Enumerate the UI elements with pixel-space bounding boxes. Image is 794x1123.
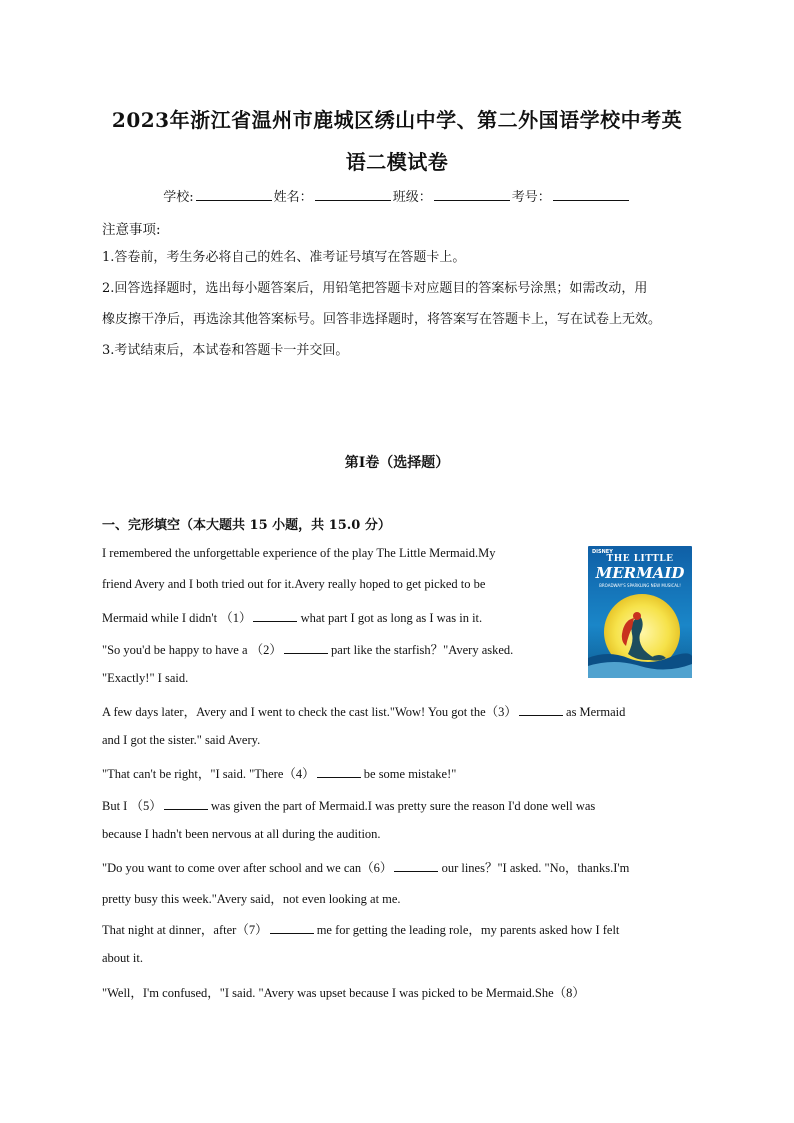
- exam-title-line2: 语二模试卷: [345, 150, 449, 174]
- passage-line: [102, 671, 188, 686]
- passage-line: [102, 858, 629, 876]
- passage-line: [102, 920, 619, 938]
- number-blank: [553, 187, 629, 201]
- passage-line: [102, 764, 456, 782]
- name-blank: [315, 187, 391, 201]
- passage-line: [102, 827, 381, 842]
- section-title: 第Ⅰ卷（选择题）: [344, 455, 450, 471]
- passage-line: [102, 702, 625, 720]
- answer-blank: [519, 703, 563, 716]
- passage-text: Mermaid while I didn't （1）: [102, 611, 252, 625]
- answer-blank: [317, 765, 361, 778]
- passage-line: [102, 796, 595, 814]
- passage-line: [102, 546, 495, 561]
- little-mermaid-poster: [588, 546, 692, 678]
- passage-text: because I hadn't been nervous at all during the audition.: [102, 827, 381, 841]
- passage-text: "Do you want to come over after school and we can（6）: [102, 861, 393, 875]
- passage-line: [102, 733, 260, 748]
- exam-title-line1: 2023年浙江省温州市鹿城区绣山中学、第二外国语学校中考英: [111, 108, 683, 132]
- notice-item-2a: 2.回答选择题时，选出每小题答案后，用铅笔把答题卡对应题目的答案标号涂黑；如需改动，用: [102, 281, 648, 296]
- answer-blank: [253, 609, 297, 622]
- passage-text: pretty busy this week."Avery said，not even looking at me.: [102, 892, 401, 906]
- passage-text: That night at dinner，after（7）: [102, 923, 268, 937]
- notice-heading: 注意事项:: [102, 222, 161, 238]
- passage-line: [102, 983, 585, 1001]
- passage-text: as Mermaid: [566, 705, 626, 719]
- passage-text: was given the part of Mermaid.I was pretty sure the reason I'd done well was: [210, 799, 596, 813]
- passage-line: [102, 951, 143, 966]
- class-blank: [434, 187, 510, 201]
- student-info-line: [0, 186, 794, 205]
- passage-text: friend Avery and I both tried out for it.Avery really hoped to get picked to be: [102, 577, 486, 591]
- school-blank: [196, 187, 272, 201]
- passage-text: me for getting the leading role，my parents asked how I felt: [316, 923, 620, 937]
- poster-title-line2: MERMAID: [595, 564, 685, 582]
- school-label: 学校:: [163, 190, 194, 205]
- poster-title-line1: THE LITTLE: [606, 554, 674, 564]
- class-label: 班级：: [392, 190, 432, 205]
- passage-text: "Exactly!" I said.: [102, 671, 189, 685]
- passage-line: [102, 889, 401, 907]
- number-label: 考号：: [511, 190, 551, 205]
- passage-text: about it.: [102, 951, 143, 965]
- poster-tagline: BROADWAY'S SPARKLING NEW MUSICAL!: [599, 583, 681, 588]
- answer-blank: [394, 859, 438, 872]
- passage-line: [102, 640, 513, 658]
- passage-text: But I （5）: [102, 799, 162, 813]
- notice-item-2b: 橡皮擦干净后，再选涂其他答案标号。回答非选择题时，将答案写在答题卡上，写在试卷上无效。: [102, 312, 662, 327]
- answer-blank: [270, 921, 314, 934]
- passage-text: A few days later，Avery and I went to check the cast list."Wow! You got the（3）: [102, 705, 517, 719]
- passage-text: our lines？"I asked. "No，thanks.I'm: [441, 861, 630, 875]
- poster-corner-text: DISNEY: [592, 549, 613, 555]
- passage-text: "That can't be right，"I said. "There（4）: [102, 767, 315, 781]
- passage-text: be some mistake!": [363, 767, 457, 781]
- part-title: 一、完形填空（本大题共 15 小题，共 15.0 分）: [102, 518, 391, 533]
- name-label: 姓名：: [273, 190, 313, 205]
- passage-line: [102, 577, 485, 592]
- answer-blank: [284, 641, 328, 654]
- notice-item-1: 1.答卷前，考生务必将自己的姓名、准考证号填写在答题卡上。: [102, 250, 466, 265]
- passage-text: and I got the sister." said Avery.: [102, 733, 261, 747]
- answer-blank: [164, 797, 208, 810]
- passage-text: part like the starfish？"Avery asked.: [331, 643, 514, 657]
- passage-text: I remembered the unforgettable experience of the play The Little Mermaid.My: [102, 546, 496, 560]
- passage-line: [102, 608, 482, 626]
- notice-item-3: 3.考试结束后，本试卷和答题卡一并交回。: [102, 343, 349, 358]
- passage-text: "So you'd be happy to have a （2）: [102, 643, 282, 657]
- passage-text: "Well，I'm confused，"I said. "Avery was upset because I was picked to be Mermaid.She（8）: [102, 986, 585, 1000]
- passage-text: what part I got as long as I was in it.: [300, 611, 483, 625]
